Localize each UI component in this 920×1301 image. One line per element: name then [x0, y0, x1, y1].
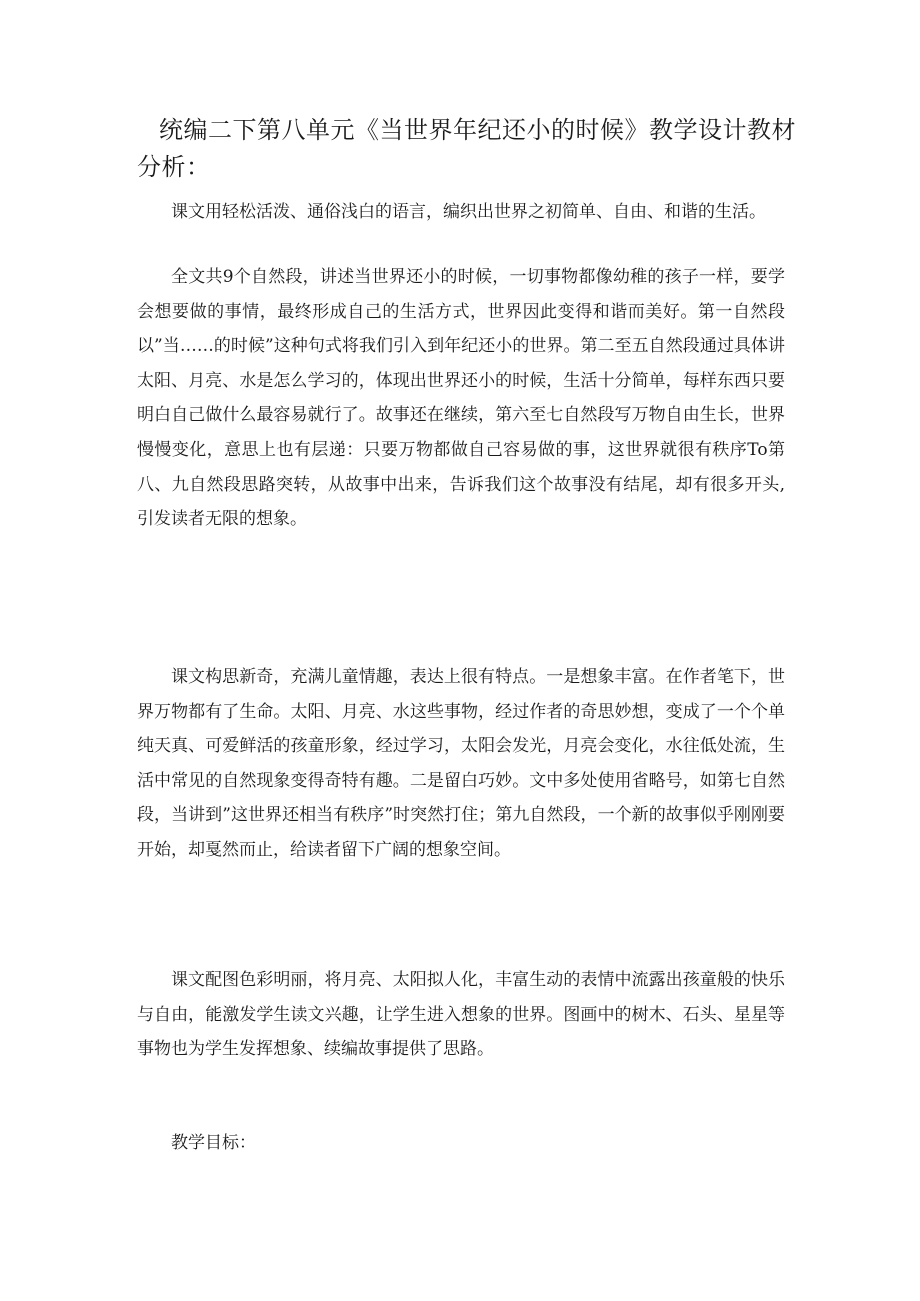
section-heading-goals: 教学目标： [171, 1133, 256, 1153]
paragraph-features: 课文构思新奇，充满儿童情趣，表达上很有特点。一是想象丰富。在作者笔下，世界万物都有了生命。太阳、月亮、水这些事物，经过作者的奇思妙想，变成了一个个单纯天真、可爱鲜活的孩童形象，经过学习，太阳会发光，月亮会变化，水往低处流，生活中常见的自然现象变得奇特有趣。二是留白巧妙。文中多处使用省略号，如第七自然段，当讲到”这世界还相当有秩序”时突然打住；第九自然段，一个新的故事似乎刚刚要开始，却戛然而止，给读者留下广阔的想象空间。 [137, 667, 785, 860]
paragraph-intro: 课文用轻松活泼、通俗浅白的语言，编织出世界之初简单、自由、和谐的生活。 [171, 202, 766, 222]
paragraph-structure: 全文共9个自然段，讲述当世界还小的时候，一切事物都像幼稚的孩子一样，要学会想要做的事情，最终形成自己的生活方式，世界因此变得和谐而美好。第一自然段以”当……的时候”这种句式将我们引入到年纪还小的世界。第二至五自然段通过具体讲太阳、月亮、水是怎么学习的，体现出世界还小的时候，生活十分简单，每样东西只要明白自己做什么最容易就行了。故事还在继续，第六至七自然段写万物自由生长，世界慢慢变化，意思上也有层递：只要万物都做自己容易做的事，这世界就很有秩序To第八、九自然段思路突转，从故事中出来，告诉我们这个故事没有结尾，却有很多开头,引发读者无限的想象。 [137, 267, 785, 530]
paragraph-illustration: 课文配图色彩明丽，将月亮、太阳拟人化，丰富生动的表情中流露出孩童般的快乐与自由，能激发学生读文兴趣，让学生进入想象的世界。图画中的树木、石头、星星等事物也为学生发挥想象、续编故事提供了思路。 [137, 970, 785, 1060]
document-title: 统编二下第八单元《当世界年纪还小的时候》教学设计教材分析： [137, 116, 796, 181]
